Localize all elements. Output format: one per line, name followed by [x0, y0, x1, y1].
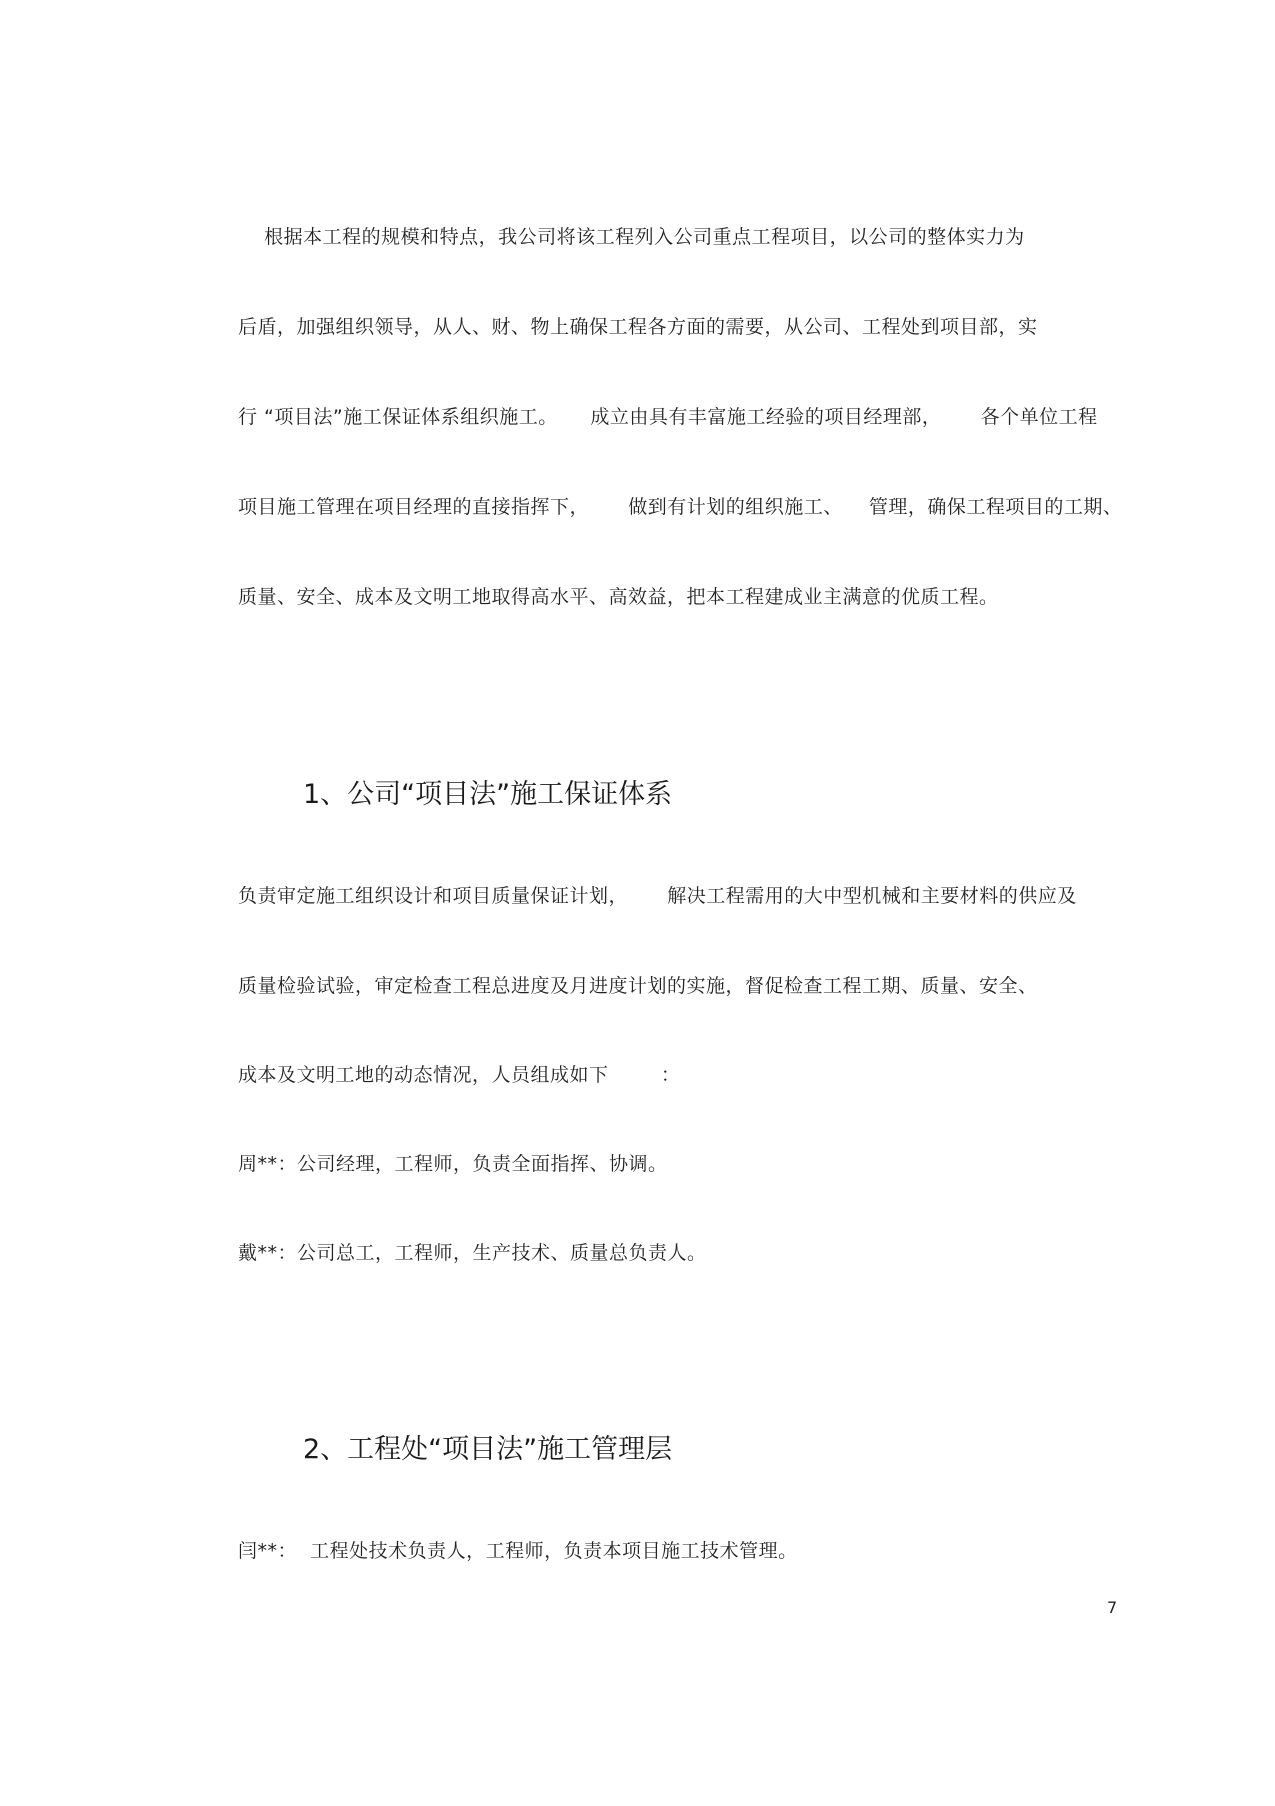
intro-line: 行 “项目法”施工保证体系组织施工。 成立由具有丰富施工经验的项目经理部， 各个单位工程 [238, 406, 1098, 428]
section-1-line: 戴**：公司总工，工程师，生产技术、质量总负责人。 [238, 1242, 707, 1264]
section-1-line: 成本及文明工地的动态情况，人员组成如下 ： [238, 1064, 681, 1086]
section-1-line: 负责审定施工组织设计和项目质量保证计划， 解决工程需用的大中型机械和主要材料的供应及 [238, 885, 1077, 907]
section-1-line: 周**：公司经理，工程师，负责全面指挥、协调。 [238, 1153, 668, 1175]
intro-line: 项目施工管理在项目经理的直接指挥下， 做到有计划的组织施工、 管理，确保工程项目的工期、 [238, 496, 1123, 518]
section-2-heading: 2、工程处“项目法”施工管理层 [303, 1434, 673, 1465]
intro-line: 质量、安全、成本及文明工地取得高水平、高效益，把本工程建成业主满意的优质工程。 [238, 586, 999, 608]
section-1-line: 质量检验试验，审定检查工程总进度及月进度计划的实施，督促检查工程工期、质量、安全、 [238, 975, 1038, 997]
section-2-line: 闫**： 工程处技术负责人，工程师，负责本项目施工技术管理。 [238, 1540, 798, 1562]
page-number: 7 [1107, 1598, 1118, 1617]
section-1-heading: 1、公司“项目法”施工保证体系 [303, 779, 673, 810]
intro-line: 根据本工程的规模和特点，我公司将该工程列入公司重点工程项目，以公司的整体实力为 [238, 226, 1025, 248]
intro-line: 后盾，加强组织领导，从人、财、物上确保工程各方面的需要，从公司、工程处到项目部，实 [238, 316, 1038, 338]
